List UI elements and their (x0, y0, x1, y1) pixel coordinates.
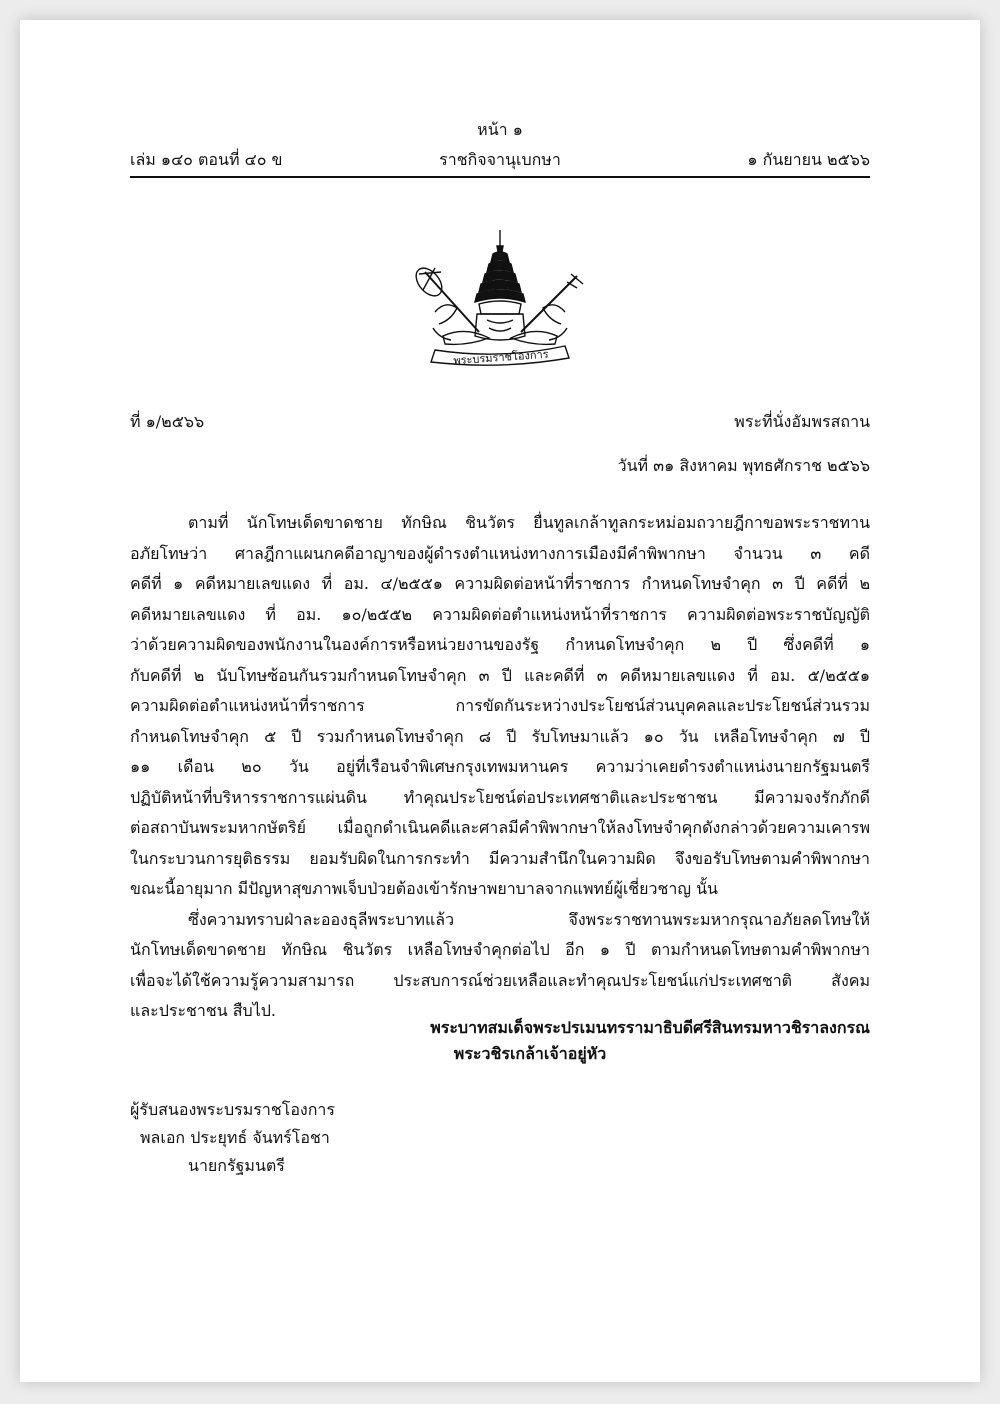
body-line: ความผิดต่อตำแหน่งหน้าที่ราชการ การขัดกันระหว่างประโยชน์ส่วนบุคคลและประโยชน์ส่วนรวม (130, 696, 870, 715)
countersign-position: นายกรัฐมนตรี (188, 1156, 285, 1175)
body-line: คดีหมายเลขแดง ที่ อม. ๑๐/๒๕๕๒ ความผิดต่อตำแหน่งหน้าที่ราชการ ความผิดต่อพระราชบัญญัติ (130, 604, 870, 624)
body-line: เพื่อจะได้ใช้ความรู้ความสามารถ ประสบการณ์ช่วยเหลือและทำคุณประโยชน์แก่ประเทศชาติ สังคม (130, 970, 870, 990)
body-line: ซึ่งความทราบฝ่าละอองธุลีพระบาทแล้ว จึงพระราชทานพระมหากรุณาอภัยลดโทษให้ (188, 909, 870, 929)
royal-signature-name: พระบาทสมเด็จพระปรเมนทรรามาธิบดีศรีสินทรมหาวชิราลงกรณ (430, 1018, 870, 1037)
page-number: หน้า ๑ (477, 120, 523, 139)
body-line: ตามที่ นักโทษเด็ดขาดชาย ทักษิณ ชินวัตร ยื่นทูลเกล้าทูลกระหม่อมถวายฎีกาขอพระราชทาน (188, 513, 870, 532)
body-line: ต่อสถาบันพระมหากษัตริย์ เมื่อถูกดำเนินคดีและศาลมีคำพิพากษาให้ลงโทษจำคุกดังกล่าวด้วยความเคารพ (130, 818, 870, 837)
body-line: คดีที่ ๑ คดีหมายเลขแดง ที่ อม. ๔/๒๕๕๑ ความผิดต่อหน้าที่ราชการ กำหนดโทษจำคุก ๓ ปี คดีที่ ๒ (130, 574, 870, 593)
royal-signature-title: พระวชิรเกล้าเจ้าอยู่หัว (453, 1044, 607, 1063)
volume-issue: เล่ม ๑๔๐ ตอนที่ ๔๐ ข (130, 150, 283, 169)
royal-cipher-emblem-icon (405, 228, 595, 368)
countersign-label: ผู้รับสนองพระบรมราชโองการ (130, 1100, 335, 1119)
body-line: ขณะนี้อายุมาก มีปัญหาสุขภาพเจ็บป่วยต้องเข้ารักษาพยาบาลจากแพทย์ผู้เชี่ยวชาญ นั้น (130, 879, 718, 898)
issue-place: พระที่นั่งอัมพรสถาน (734, 412, 870, 431)
body-line: นักโทษเด็ดขาดชาย ทักษิณ ชินวัตร เหลือโทษจำคุกต่อไป อีก ๑ ปี ตามกำหนดโทษตามคำพิพากษา (130, 940, 870, 959)
body-line: ๑๑ เดือน ๒๐ วัน อยู่ที่เรือนจำพิเศษกรุงเทพมหานคร ความว่าเคยดำรงตำแหน่งนายกรัฐมนตรี (130, 757, 870, 776)
body-line: ว่าด้วยความผิดของพนักงานในองค์การหรือหน่วยงานของรัฐ กำหนดโทษจำคุก ๒ ปี ซึ่งคดีที่ ๑ (130, 635, 870, 654)
letter-date: วันที่ ๓๑ สิงหาคม พุทธศักราช ๒๕๖๖ (617, 456, 870, 475)
body-line: อภัยโทษว่า ศาลฎีกาแผนกคดีอาญาของผู้ดำรงตำแหน่งทางการเมืองมีคำพิพากษา จำนวน ๓ คดี (130, 543, 870, 563)
emblem-caption: พระบรมราชโองการ (452, 347, 549, 368)
body-line: กำหนดโทษจำคุก ๕ ปี รวมกำหนดโทษจำคุก ๘ ปี รับโทษมาแล้ว ๑๐ วัน เหลือโทษจำคุก ๗ ปี (130, 726, 870, 746)
header-divider (130, 176, 870, 178)
gazette-page (20, 20, 980, 1382)
body-line: ปฏิบัติหน้าที่บริหารราชการแผ่นดิน ทำคุณประโยชน์ต่อประเทศชาติและประชาชน มีความจงรักภักดี (130, 787, 870, 807)
countersign-name: พลเอก ประยุทธ์ จันทร์โอชา (140, 1128, 330, 1147)
body-line: ในกระบวนการยุติธรรม ยอมรับผิดในการกระทำ มีความสำนึกในความผิด จึงขอรับโทษตามคำพิพากษา (130, 848, 870, 868)
body-line: และประชาชน สืบไป. (130, 1001, 276, 1020)
gazette-title: ราชกิจจานุเบกษา (439, 150, 561, 169)
reference-number: ที่ ๑/๒๕๖๖ (130, 412, 205, 431)
issue-date: ๑ กันยายน ๒๕๖๖ (747, 150, 870, 169)
decree-body (130, 508, 870, 1027)
body-line: กับคดีที่ ๒ นับโทษซ้อนกันรวมกำหนดโทษจำคุก ๓ ปี และคดีที่ ๓ คดีหมายเลขแดง ที่ อม. ๕/๒๕๕๑ (130, 665, 870, 685)
